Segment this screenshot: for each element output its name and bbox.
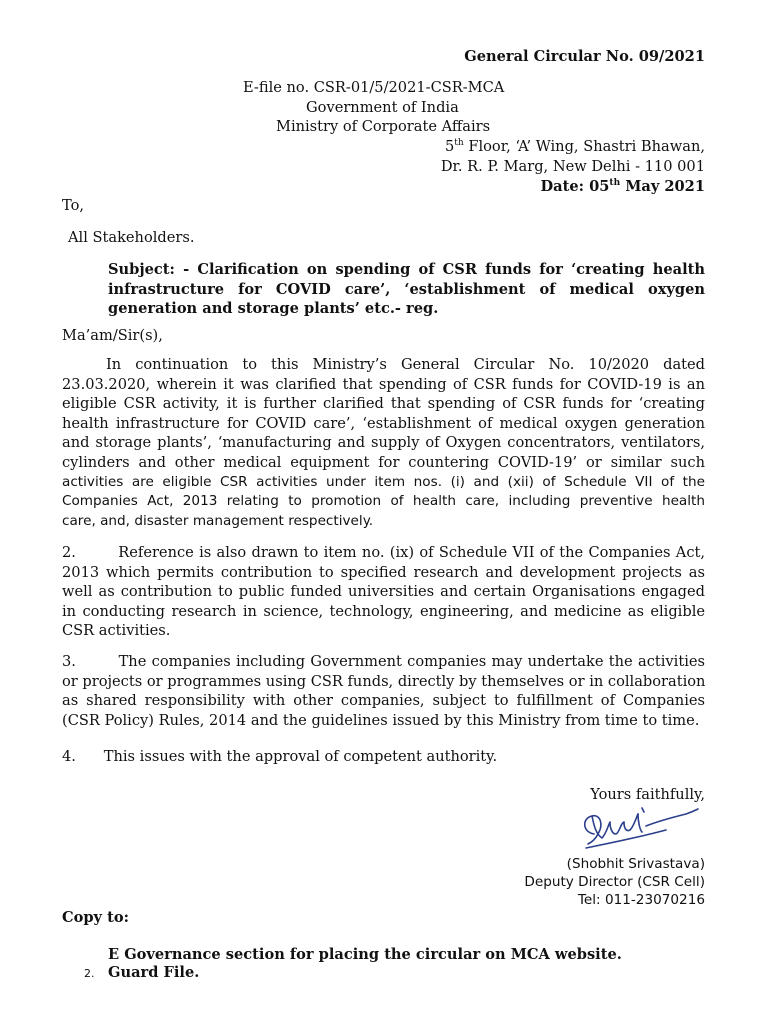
paragraph-2 [62, 543, 705, 641]
paragraph-line: 2013 which permits contribution to specified research and development projects as [62, 563, 705, 581]
government-label: Government of India [306, 99, 459, 116]
paragraph-line: 2. Reference is also drawn to item no. (ix) of Schedule VII of the Companies Act, [62, 544, 705, 561]
paragraph-line: eligible CSR activity, it is further clarified that spending of CSR funds for ‘creating [62, 395, 705, 413]
circular-number: General Circular No. 09/2021 [464, 48, 705, 65]
ministry-label: Ministry of Corporate Affairs [276, 118, 491, 135]
paragraph-4: 4. This issues with the approval of competent authority. [62, 748, 498, 765]
subject-line: infrastructure for COVID care’, ‘establishment of medical oxygen [108, 280, 705, 298]
signatory-designation: Deputy Director (CSR Cell) [524, 874, 705, 890]
efile-number: E-file no. CSR-01/5/2021-CSR-MCA [243, 79, 505, 96]
circular-date: Date: 05th May 2021 [540, 178, 705, 195]
paragraph-line: health infrastructure for COVID care’, ‘establishment of medical oxygen generation [62, 414, 705, 432]
paragraph-1 [62, 355, 705, 531]
paragraph-line: 3. The companies including Government companies may undertake the activities [62, 653, 705, 670]
address-line-2: Dr. R. P. Marg, New Delhi - 110 001 [440, 158, 705, 175]
addressee: All Stakeholders. [68, 229, 195, 246]
to-label: To, [62, 197, 85, 214]
paragraph-line: in conducting research in science, technology, engineering, and medicine as eligible [62, 602, 705, 620]
signature-image [576, 804, 702, 854]
paragraph-line: or projects or programmes using CSR funds, directly by themselves or in collaboration [62, 672, 706, 690]
paragraph-line: (CSR Policy) Rules, 2014 and the guidelines issued by this Ministry from time to time. [62, 711, 700, 729]
paragraph-line: and storage plants’, ‘manufacturing and supply of Oxygen concentrators, ventilators, [62, 434, 705, 452]
paragraph-line: activities are eligible CSR activities under item nos. (i) and (xii) of Schedule VII of the [62, 473, 705, 490]
copy-item-number: 2. [84, 967, 95, 980]
subject [108, 260, 705, 319]
subject-line: generation and storage plants’ etc.- reg. [108, 300, 439, 318]
paragraph-line: as shared responsibility with other companies, subject to fulfillment of Companies [62, 692, 705, 710]
copy-to-label: Copy to: [62, 909, 129, 926]
address-line-1: 5th Floor, ‘A’ Wing, Shastri Bhawan, [444, 138, 705, 155]
copy-item: E Governance section for placing the circular on MCA website. [108, 946, 622, 963]
copy-item: Guard File. [108, 964, 200, 981]
paragraph-line: cylinders and other medical equipment for countering COVID-19’ or similar such [62, 453, 705, 471]
paragraph-line: Companies Act, 2013 relating to promotion of health care, including preventive health [62, 493, 705, 510]
paragraph-line: In continuation to this Ministry’s General Circular No. 10/2020 dated [106, 356, 705, 373]
signatory-telephone: Tel: 011-23070216 [577, 892, 705, 908]
signatory-name: (Shobhit Srivastava) [566, 856, 705, 872]
subject-line: Subject: - Clarification on spending of CSR funds for ‘creating health [108, 261, 705, 278]
paragraph-line: well as contribution to public funded universities and certain Organisations engaged [62, 583, 705, 601]
closing: Yours faithfully, [590, 786, 705, 803]
paragraph-line: care, and, disaster management respectively. [62, 512, 374, 529]
paragraph-line: CSR activities. [62, 622, 171, 640]
paragraph-line: 23.03.2020, wherein it was clarified that spending of CSR funds for COVID-19 is an [62, 375, 705, 393]
paragraph-3 [62, 652, 705, 730]
salutation: Ma’am/Sir(s), [62, 327, 163, 344]
